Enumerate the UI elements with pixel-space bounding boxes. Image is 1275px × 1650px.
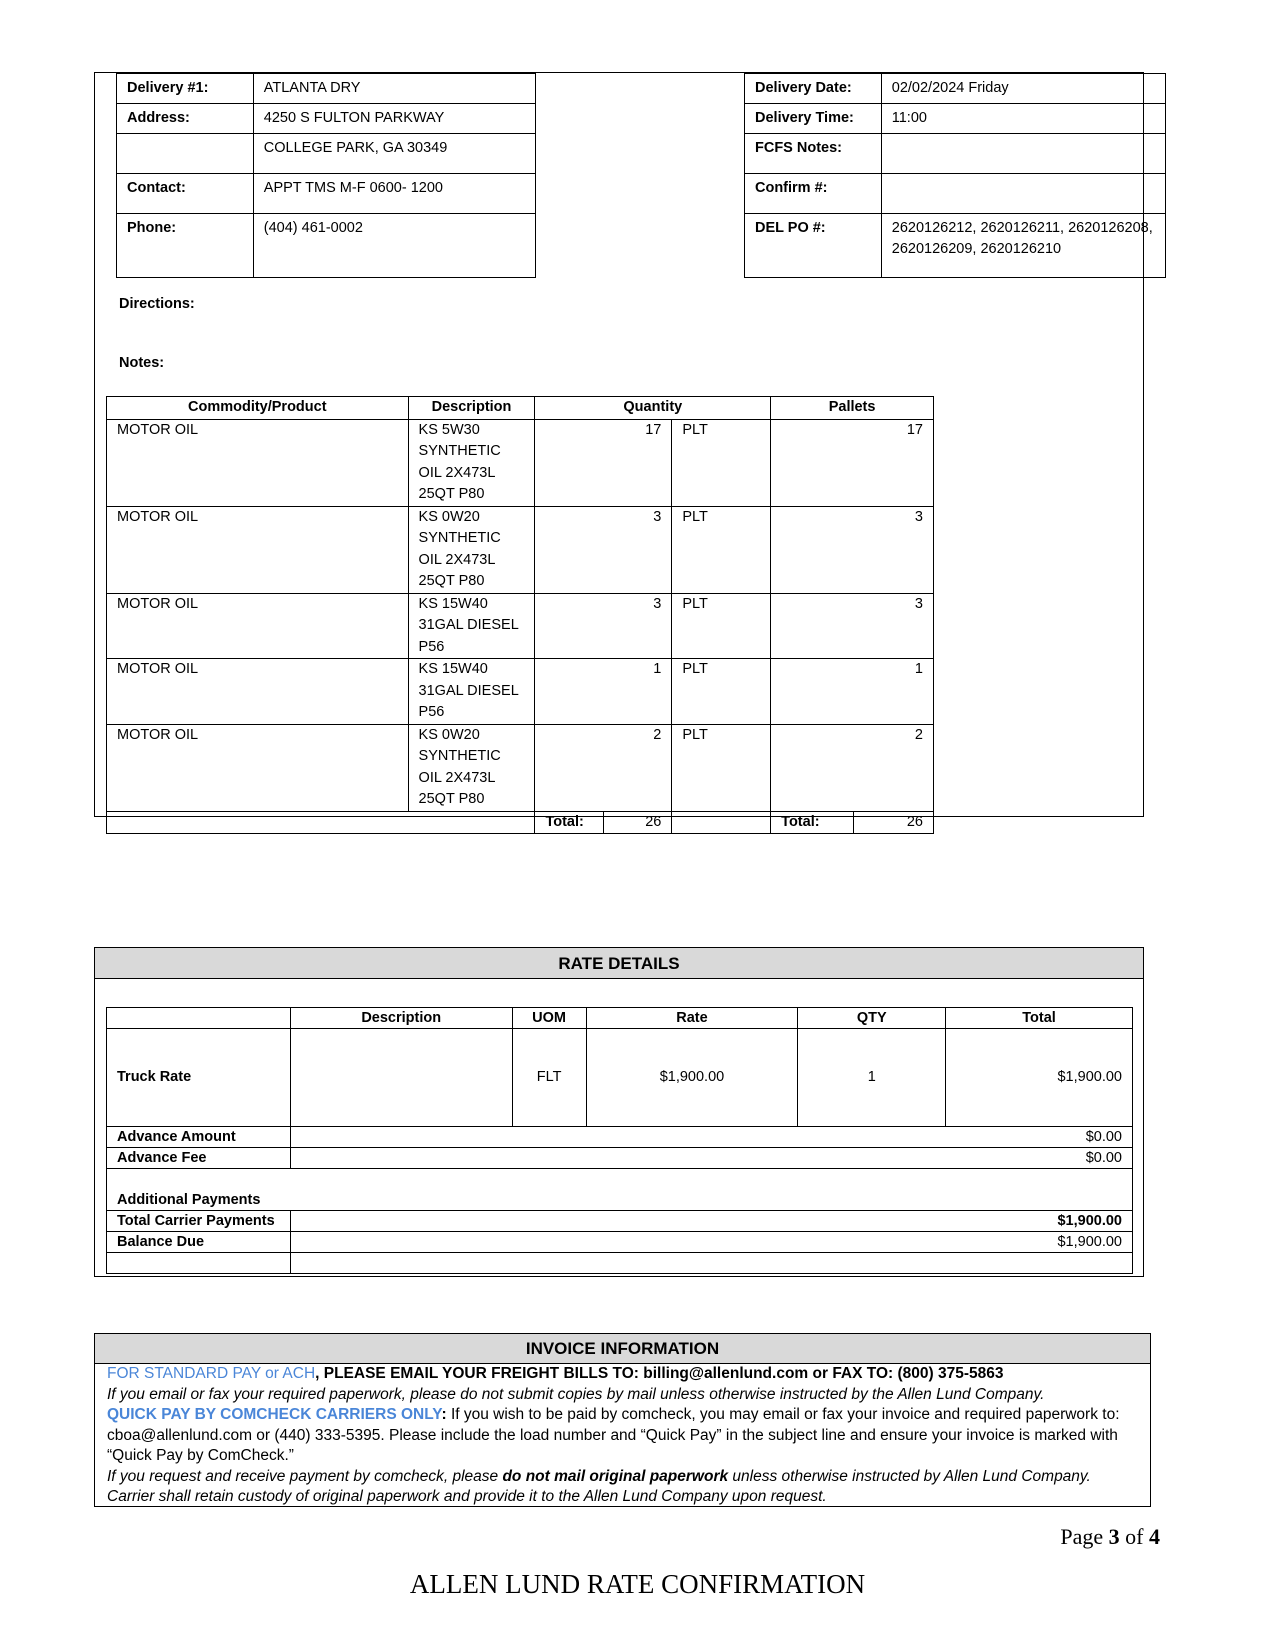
- qty-total-value: 26: [604, 811, 672, 834]
- delivery-time-value: 11:00: [881, 104, 1165, 134]
- truck-description: [290, 1029, 512, 1127]
- pallets-total-label: Total:: [771, 811, 854, 834]
- page-of: of: [1119, 1524, 1149, 1549]
- rate-col-uom: UOM: [512, 1008, 586, 1029]
- page-number: [1000, 1524, 1160, 1550]
- delivery-date-label: Delivery Date:: [745, 74, 882, 104]
- custody-note: Carrier shall retain custody of original paperwork and provide it to the Allen Lund Company upon request.: [107, 1488, 827, 1505]
- quick-pay-colon: :: [441, 1406, 447, 1423]
- fcfs-notes-value: [881, 134, 1165, 174]
- document-title: ALLEN LUND RATE CONFIRMATION: [409, 1569, 866, 1599]
- row-description: KS 0W20 SYNTHETIC OIL 2X473L 25QT P80: [408, 506, 535, 593]
- delivery-left-table: [116, 73, 536, 278]
- additional-payments-label: Additional Payments: [107, 1169, 1133, 1211]
- row-product: MOTOR OIL: [107, 724, 409, 811]
- delivery-number-label: Delivery #1:: [117, 74, 254, 104]
- page-prefix: Page: [1060, 1524, 1109, 1549]
- address-label: Address:: [117, 104, 254, 134]
- balance-due-value: $1,900.00: [290, 1232, 1132, 1253]
- invoice-header: [95, 1334, 1150, 1364]
- col-quantity: Quantity: [535, 397, 771, 420]
- quick-pay-paragraph: [107, 1405, 1138, 1467]
- row-pallets: 3: [771, 593, 934, 659]
- standard-pay-line: [107, 1364, 1138, 1385]
- standard-pay-note: If you email or fax your required paperwork, please do not submit copies by mail unless otherwise instructed by the Allen Lund Company.: [107, 1385, 1045, 1403]
- qty-total-label: Total:: [535, 811, 604, 834]
- row-description: KS 5W30 SYNTHETIC OIL 2X473L 25QT P80: [408, 419, 535, 506]
- row-qty: 2: [535, 724, 672, 811]
- table-row: [107, 506, 934, 593]
- rate-col-qty: QTY: [798, 1008, 946, 1029]
- comcheck-note-emphasis: do not mail original paperwork: [502, 1467, 729, 1485]
- standard-pay-instructions: , PLEASE EMAIL YOUR FREIGHT BILLS TO: billing@allenlund.com or FAX TO: (800) 375-5863: [315, 1365, 1004, 1382]
- row-product: MOTOR OIL: [107, 419, 409, 506]
- total-carrier-value: $1,900.00: [290, 1211, 1132, 1232]
- table-row: [107, 659, 934, 725]
- row-description: KS 15W40 31GAL DIESEL P56: [408, 593, 535, 659]
- row-unit: PLT: [672, 593, 771, 659]
- standard-pay-label: FOR STANDARD PAY or ACH: [107, 1365, 316, 1382]
- invoice-body: [97, 1364, 1148, 1508]
- phone-value: (404) 461-0002: [253, 214, 535, 278]
- total-carrier-label: Total Carrier Payments: [107, 1211, 291, 1232]
- row-qty: 1: [535, 659, 672, 725]
- totals-row: [107, 811, 934, 834]
- row-pallets: 17: [771, 419, 934, 506]
- truck-rate: $1,900.00: [586, 1029, 798, 1127]
- page-total: 4: [1149, 1524, 1160, 1549]
- advance-fee-value: $0.00: [290, 1148, 1132, 1169]
- row-qty: 3: [535, 593, 672, 659]
- balance-due-label: Balance Due: [107, 1232, 291, 1253]
- directions-label: Directions:: [119, 296, 195, 312]
- del-po-value: 2620126212, 2620126211, 2620126208, 2620126209, 2620126210: [881, 214, 1165, 278]
- row-product: MOTOR OIL: [107, 506, 409, 593]
- row-description: KS 0W20 SYNTHETIC OIL 2X473L 25QT P80: [408, 724, 535, 811]
- row-pallets: 2: [771, 724, 934, 811]
- row-description: KS 15W40 31GAL DIESEL P56: [408, 659, 535, 725]
- rate-details-title: RATE DETAILS: [558, 954, 680, 973]
- truck-rate-row: [107, 1029, 1133, 1127]
- confirm-label: Confirm #:: [745, 174, 882, 214]
- comcheck-note-part2: unless otherwise instructed by Allen Lund Company.: [728, 1467, 1091, 1485]
- delivery-time-label: Delivery Time:: [745, 104, 882, 134]
- row-product: MOTOR OIL: [107, 593, 409, 659]
- row-unit: PLT: [672, 724, 771, 811]
- row-unit: PLT: [672, 506, 771, 593]
- col-description: Description: [408, 397, 535, 420]
- delivery-number-value: ATLANTA DRY: [253, 74, 535, 104]
- truck-qty: 1: [798, 1029, 946, 1127]
- rate-col-description: Description: [290, 1008, 512, 1029]
- notes-label: Notes:: [119, 355, 165, 371]
- comcheck-note: [107, 1467, 1138, 1488]
- delivery-right-table: [744, 73, 1166, 278]
- rate-details-header: [95, 948, 1143, 979]
- row-qty: 3: [535, 506, 672, 593]
- col-pallets: Pallets: [771, 397, 934, 420]
- row-pallets: 3: [771, 506, 934, 593]
- rate-table: [106, 1007, 1133, 1274]
- advance-amount-value: $0.00: [290, 1127, 1132, 1148]
- comcheck-note-part1: If you request and receive payment by comcheck, please: [107, 1467, 503, 1485]
- phone-label: Phone:: [117, 214, 254, 278]
- address-line2: COLLEGE PARK, GA 30349: [253, 134, 535, 174]
- pallets-total-value: 26: [854, 811, 934, 834]
- invoice-title: INVOICE INFORMATION: [525, 1339, 720, 1358]
- advance-amount-label: Advance Amount: [107, 1127, 291, 1148]
- row-pallets: 1: [771, 659, 934, 725]
- row-unit: PLT: [672, 659, 771, 725]
- row-qty: 17: [535, 419, 672, 506]
- col-commodity: Commodity/Product: [107, 397, 409, 420]
- advance-fee-label: Advance Fee: [107, 1148, 291, 1169]
- quick-pay-label: QUICK PAY BY COMCHECK CARRIERS ONLY: [107, 1406, 442, 1423]
- address-line1: 4250 S FULTON PARKWAY: [253, 104, 535, 134]
- table-row: [107, 724, 934, 811]
- table-row: [107, 593, 934, 659]
- rate-col-rate: Rate: [586, 1008, 798, 1029]
- truck-uom: FLT: [512, 1029, 586, 1127]
- contact-value: APPT TMS M-F 0600- 1200: [253, 174, 535, 214]
- address-blank-label: [117, 134, 254, 174]
- del-po-label: DEL PO #:: [745, 214, 882, 278]
- fcfs-notes-label: FCFS Notes:: [745, 134, 882, 174]
- contact-label: Contact:: [117, 174, 254, 214]
- confirm-value: [881, 174, 1165, 214]
- truck-rate-label: Truck Rate: [107, 1029, 291, 1127]
- page-current: 3: [1108, 1524, 1120, 1549]
- quick-pay-instructions: If you wish to be paid by comcheck, you may email or fax your invoice and required paperwork to: cboa@allenlund.com or (440) 333-5395. Please include the load number and “Quick Pay” in the subject line and ensure your invoice is marked with “Quick Pay by ComCheck.”: [107, 1406, 1120, 1464]
- table-row: [107, 419, 934, 506]
- row-product: MOTOR OIL: [107, 659, 409, 725]
- delivery-date-value: 02/02/2024 Friday: [881, 74, 1165, 104]
- truck-total: $1,900.00: [946, 1029, 1133, 1127]
- commodity-table: [106, 396, 934, 834]
- row-unit: PLT: [672, 419, 771, 506]
- rate-col-total: Total: [946, 1008, 1133, 1029]
